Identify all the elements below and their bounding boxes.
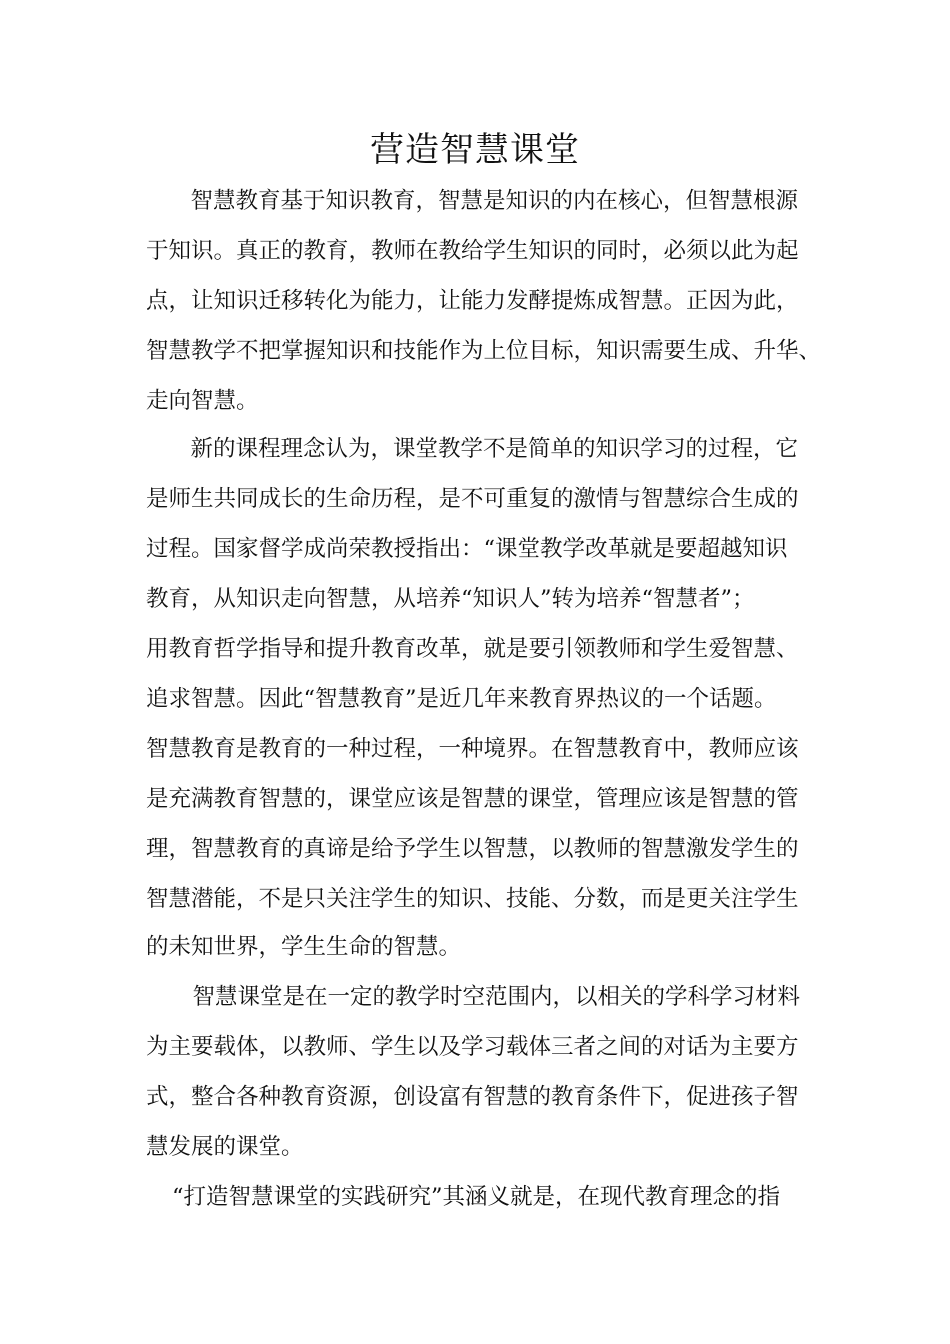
- body-line-18: 为主要载体，以教师、学生以及学习载体三者之间的对话为主要方: [146, 1034, 799, 1060]
- document-title: 营造智慧课堂: [370, 130, 580, 170]
- body-line-19: 式，整合各种教育资源，创设富有智慧的教育条件下，促进孩子智: [146, 1084, 799, 1110]
- body-line-13: 是充满教育智慧的，课堂应该是智慧的课堂，管理应该是智慧的管: [146, 786, 799, 812]
- body-line-16: 的未知世界，学生生命的智慧。: [146, 934, 462, 960]
- body-line-6: 新的课程理念认为，课堂教学不是简单的知识学习的过程，它: [168, 436, 799, 462]
- body-line-20: 慧发展的课堂。: [146, 1134, 304, 1160]
- body-line-5: 走向智慧。: [146, 388, 259, 414]
- body-line-11: 追求智慧。因此“智慧教育”是近几年来教育界热议的一个话题。: [146, 686, 777, 712]
- body-line-3: 点，让知识迁移转化为能力，让能力发酵提炼成智慧。正因为此，: [146, 288, 799, 314]
- body-line-12: 智慧教育是教育的一种过程，一种境界。在智慧教育中，教师应该: [146, 736, 799, 762]
- body-line-21: “打造智慧课堂的实践研究”其涵义就是，在现代教育理念的指: [172, 1184, 781, 1210]
- body-line-15: 智慧潜能，不是只关注学生的知识、技能、分数，而是更关注学生: [146, 886, 799, 912]
- body-line-17: 智慧课堂是在一定的教学时空范围内，以相关的学科学习材料: [170, 984, 801, 1010]
- body-line-1: 智慧教育基于知识教育，智慧是知识的内在核心，但智慧根源: [168, 188, 799, 214]
- body-line-7: 是师生共同成长的生命历程，是不可重复的激情与智慧综合生成的: [146, 486, 799, 512]
- body-line-14: 理，智慧教育的真谛是给予学生以智慧，以教师的智慧激发学生的: [146, 836, 799, 862]
- body-line-8: 过程。国家督学成尚荣教授指出：“课堂教学改革就是要超越知识: [146, 536, 788, 562]
- body-line-4: 智慧教学不把掌握知识和技能作为上位目标，知识需要生成、升华、: [146, 338, 822, 364]
- body-line-2: 于知识。真正的教育，教师在教给学生知识的同时，必须以此为起: [146, 238, 799, 264]
- body-line-9: 教育，从知识走向智慧，从培养“知识人”转为培养“智慧者”；: [146, 586, 755, 612]
- body-line-10: 用教育哲学指导和提升教育改革，就是要引领教师和学生爱智慧、: [146, 636, 799, 662]
